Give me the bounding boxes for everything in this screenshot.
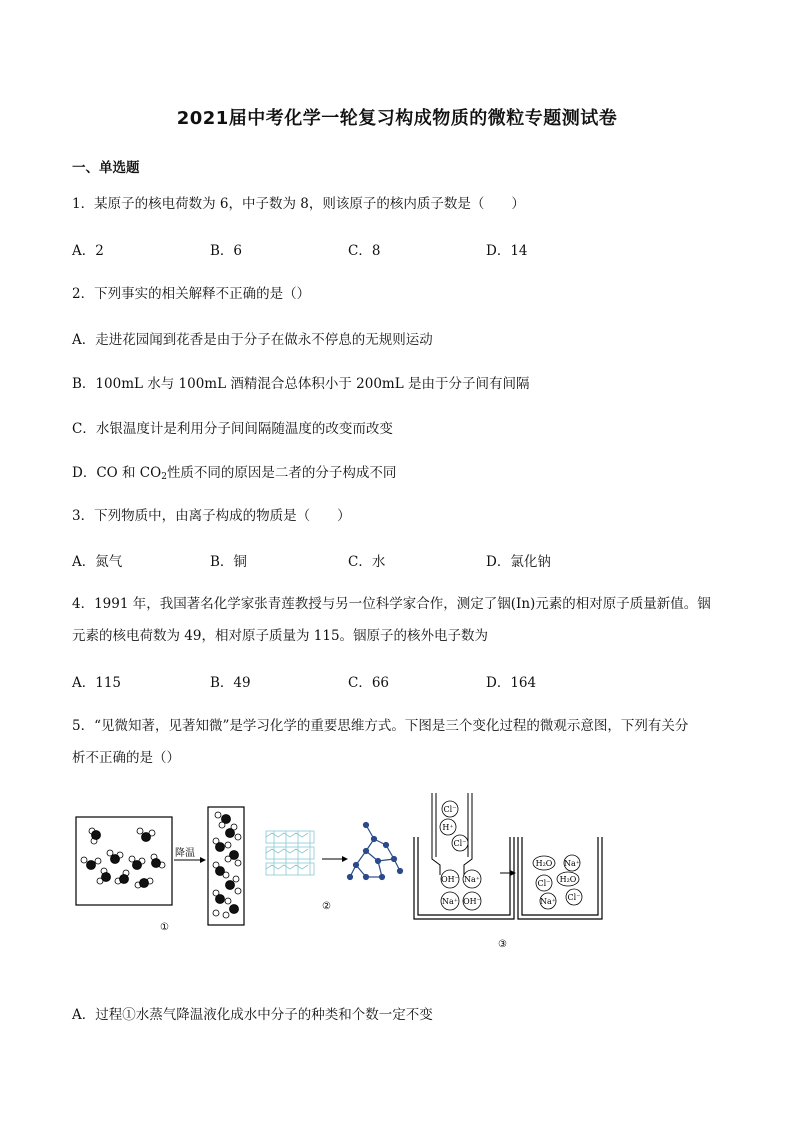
q4-option-c: C．66 <box>348 675 390 691</box>
liquid-water-box <box>208 807 244 925</box>
q1-option-b: B．6 <box>210 243 243 259</box>
molecule-h2o-1: H₂O <box>535 859 553 868</box>
transform-arrow <box>322 856 348 862</box>
graphite-lattice <box>266 831 314 875</box>
ion-oh-1: OH⁻ <box>441 875 459 884</box>
ions-acid <box>440 801 468 851</box>
q2-option-d-subscript: 2 <box>161 472 167 482</box>
q2-option-c: C．水银温度计是利用分子间间隔随温度的改变而改变 <box>72 421 393 437</box>
q2-option-d <box>72 461 396 482</box>
q2-option-b: B．100mL 水与 100mL 酒精混合总体积小于 200mL 是由于分子间有间隔 <box>72 376 530 392</box>
page-title: 2021届中考化学一轮复习构成物质的微粒专题测试卷 <box>176 108 618 129</box>
ion-h-1: H⁺ <box>442 823 454 832</box>
ion-cl-4: Cl⁻ <box>567 893 581 902</box>
question-1-stem: 1．某原子的核电荷数为 6，中子数为 8，则该原子的核内质子数是（ ） <box>72 196 525 212</box>
q1-option-c: C．8 <box>348 243 381 259</box>
q3-option-c: C．水 <box>348 554 386 570</box>
q2-option-d-text: D．CO 和 CO <box>72 465 162 481</box>
q2-option-a: A．走进花园闻到花香是由于分子在做永不停息的无规则运动 <box>72 332 433 348</box>
ion-cl-1: Cl⁻ <box>443 805 457 814</box>
ions-base <box>441 870 481 910</box>
q1-option-d: D．14 <box>486 243 528 259</box>
q4-option-a: A．115 <box>72 675 122 691</box>
ion-oh-2: OH⁻ <box>463 897 481 906</box>
q3-option-a: A．氮气 <box>72 554 123 570</box>
question-5-stem-line1: 5．“见微知著，见著知微”是学习化学的重要思维方式。下图是三个变化过程的微观示意图，下列有关分 <box>72 718 689 734</box>
diamond-lattice <box>348 823 403 880</box>
q3-option-d: D．氯化钠 <box>486 554 551 570</box>
ions-product <box>533 855 582 909</box>
q4-option-d: D．164 <box>486 675 537 691</box>
q1-option-a: A．2 <box>72 243 104 259</box>
molecule-h2o-2: H₂O <box>559 875 577 884</box>
cooling-arrow-label: 降温 <box>175 848 195 859</box>
q5-option-a: A．过程①水蒸气降温液化成水中分子的种类和个数一定不变 <box>72 1007 433 1023</box>
ion-cl-3: Cl⁻ <box>537 879 551 888</box>
process-1-label: ① <box>160 922 169 933</box>
question-4-stem-line2: 元素的核电荷数为 49，相对原子质量为 115。铟原子的核外电子数为 <box>72 628 489 644</box>
ion-na-3: Na⁺ <box>564 859 580 868</box>
question-5-stem-line2: 析不正确的是（） <box>72 750 180 766</box>
water-molecules-gas <box>81 828 165 888</box>
process-3-label: ③ <box>498 939 507 950</box>
ion-na-4: Na⁺ <box>540 897 556 906</box>
question-2-stem: 2．下列事实的相关解释不正确的是（） <box>72 286 311 302</box>
ion-na-2: Na⁺ <box>442 897 458 906</box>
micro-process-figure <box>70 785 610 955</box>
q3-option-b: B．铜 <box>210 554 247 570</box>
section-heading: 一、单选题 <box>72 160 140 176</box>
process-2-label: ② <box>322 901 331 912</box>
q2-option-d-text-rest: 性质不同的原因是二者的分子构成不同 <box>166 465 397 481</box>
water-vapor-box <box>76 817 172 905</box>
question-4-stem-line1: 4．1991 年，我国著名化学家张青莲教授与另一位科学家合作，测定了铟(In)元素的相对原子质量新值。铟 <box>72 596 711 612</box>
question-3-stem: 3．下列物质中，由离子构成的物质是（ ） <box>72 508 351 524</box>
q4-option-b: B．49 <box>210 675 251 691</box>
ion-na-1: Na⁺ <box>464 875 480 884</box>
ion-cl-2: Cl⁻ <box>453 839 467 848</box>
